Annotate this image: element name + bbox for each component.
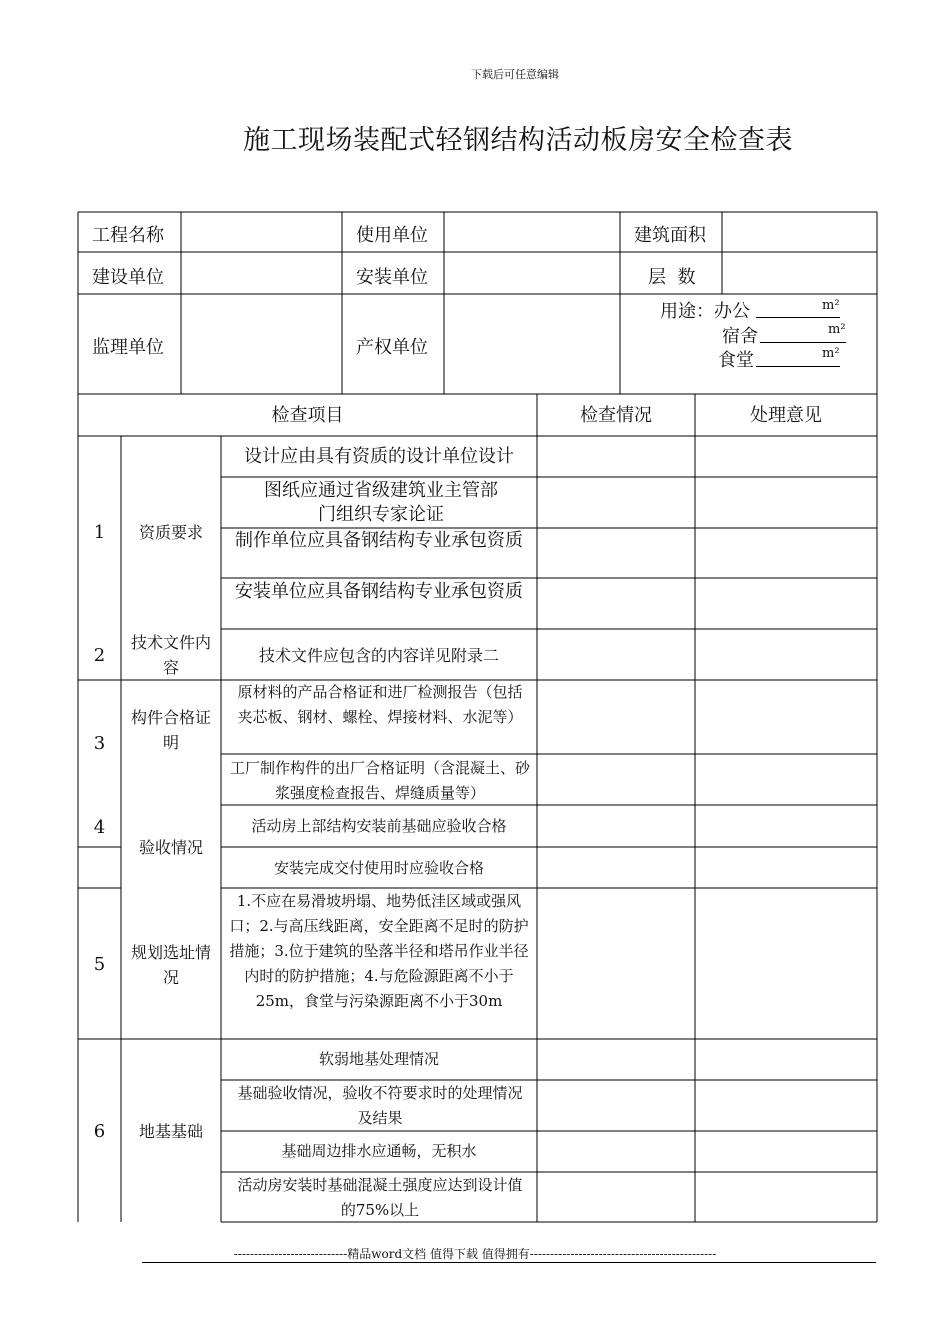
label-usage-office: 用途：办公 <box>660 301 750 322</box>
header-note: 下载后可任意编辑 <box>471 68 559 81</box>
item-material-certificates: 原材料的产品合格证和进厂检测报告（包括夹芯板、钢材、螺栓、焊接材料、水泥等） <box>237 683 523 726</box>
footer-line <box>142 1262 876 1263</box>
item-drawing-review: 图纸应通过省级建筑业主管部门组织专家论证 <box>264 480 498 525</box>
footer-note: ----------------------------精品word文档 值得下载 值得拥有---------------------------------------------- <box>233 1247 717 1261</box>
item-design-qualification: 设计应由具有资质的设计单位设计 <box>244 446 514 467</box>
item-fabricator-qualification: 制作单位应具备钢结构专业承包资质 <box>235 530 523 551</box>
category-certificates: 构件合格证明 <box>131 708 212 752</box>
label-user-unit: 使用单位 <box>356 225 428 246</box>
category-site-planning: 规划选址情况 <box>131 943 212 987</box>
underline-canteen <box>756 366 840 367</box>
category-tech-docs: 技术文件内容 <box>131 633 212 677</box>
label-construction-unit: 建设单位 <box>92 267 164 288</box>
row-number: 4 <box>93 817 106 838</box>
unit-dorm: m² <box>828 322 846 337</box>
col-header-opinion: 处理意见 <box>750 405 822 426</box>
page-title: 施工现场装配式轻钢结构活动板房安全检查表 <box>243 125 793 156</box>
unit-office: m² <box>822 298 840 313</box>
underline-dorm <box>760 342 846 343</box>
label-usage-canteen: 食堂 <box>718 350 754 371</box>
item-drainage: 基础周边排水应通畅，无积水 <box>281 1142 477 1160</box>
underline-office <box>756 317 840 318</box>
label-supervision-unit: 监理单位 <box>92 337 164 358</box>
item-site-requirements: 1.不应在易滑坡坍塌、地势低洼区域或强风口；2.与高压线距离，安全距离不足时的防护措施；3.位于建筑的坠落半径和塔吊作业半径内时的防护措施；4.与危险源距离不小于25m，食堂与污染源距离不小于30m <box>229 892 529 1010</box>
row-number: 1 <box>93 522 106 543</box>
row-number: 3 <box>93 733 106 754</box>
row-number: 5 <box>93 954 106 975</box>
unit-canteen: m² <box>822 346 840 361</box>
category-acceptance: 验收情况 <box>138 838 203 857</box>
label-project-name: 工程名称 <box>92 225 164 246</box>
label-floors: 层 数 <box>648 267 696 288</box>
item-factory-certificates: 工厂制作构件的出厂合格证明（含混凝土、砂浆强度检查报告、焊缝质量等） <box>229 759 530 802</box>
row-number: 2 <box>93 645 106 666</box>
item-concrete-strength: 活动房安装时基础混凝土强度应达到设计值的75%以上 <box>237 1176 523 1219</box>
col-header-status: 检查情况 <box>580 405 652 426</box>
item-delivery-acceptance: 安装完成交付使用时应验收合格 <box>273 859 484 877</box>
item-foundation-check: 基础验收情况，验收不符要求时的处理情况及结果 <box>237 1084 523 1127</box>
row-number: 6 <box>93 1121 106 1142</box>
label-building-area: 建筑面积 <box>634 225 706 246</box>
item-soft-foundation: 软弱地基处理情况 <box>318 1050 439 1068</box>
category-qualification: 资质要求 <box>138 523 203 542</box>
label-property-unit: 产权单位 <box>356 337 428 358</box>
item-foundation-acceptance: 活动房上部结构安装前基础应验收合格 <box>251 817 507 835</box>
col-header-item: 检查项目 <box>271 405 344 426</box>
item-installer-qualification: 安装单位应具备钢结构专业承包资质 <box>235 581 523 602</box>
label-install-unit: 安装单位 <box>356 267 428 288</box>
category-foundation: 地基基础 <box>138 1122 203 1141</box>
label-usage-dorm: 宿舍 <box>722 326 758 347</box>
item-tech-doc-content: 技术文件应包含的内容详见附录二 <box>258 646 499 665</box>
